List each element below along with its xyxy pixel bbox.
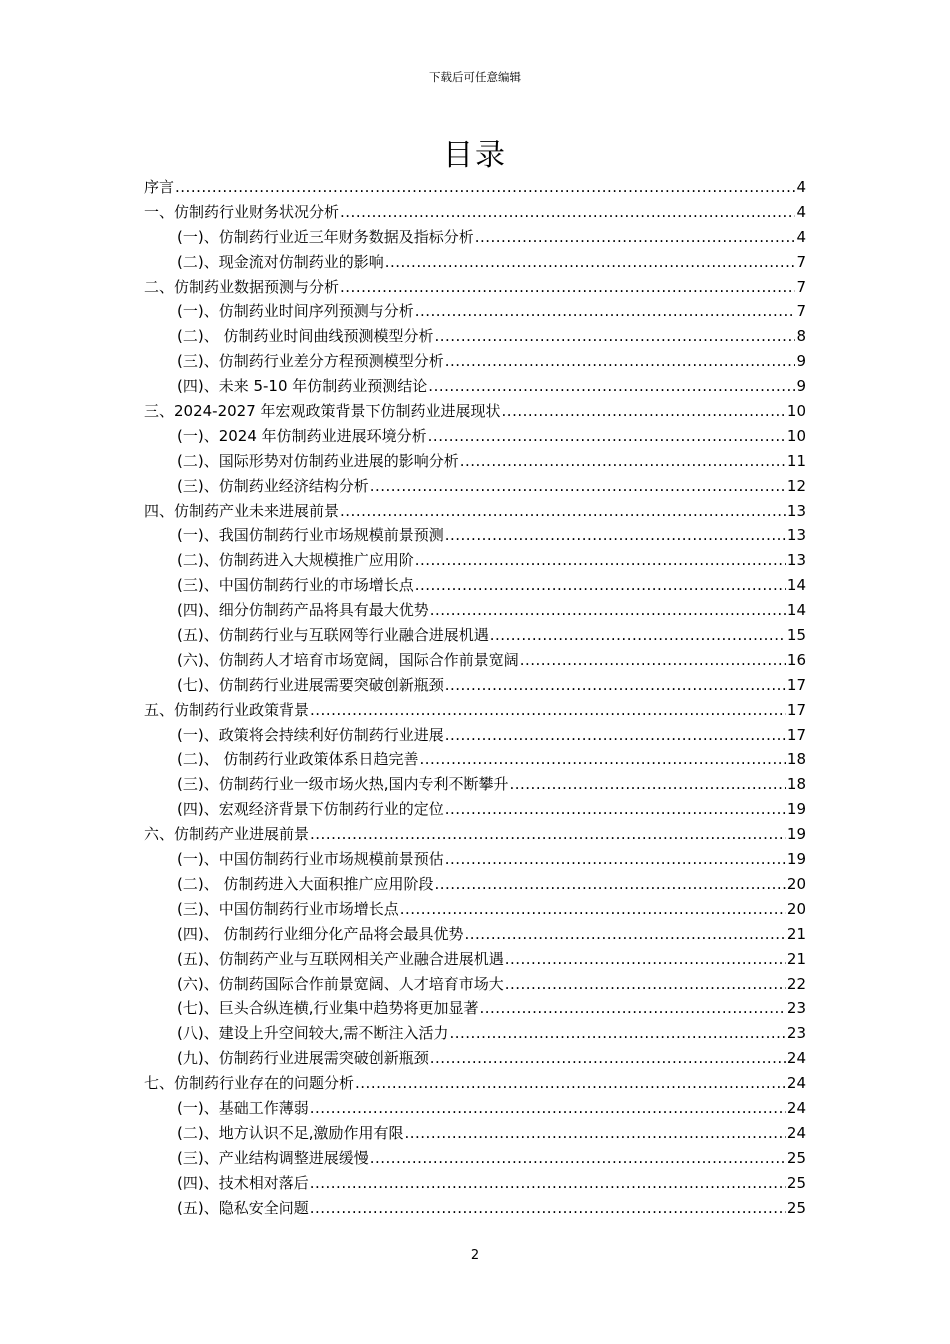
toc-entry-label: (五)、仿制药行业与互联网等行业融合进展机遇	[177, 626, 489, 645]
toc-entry-label: 三、2024-2027 年宏观政策背景下仿制药业进展现状	[144, 402, 501, 421]
toc-entry[interactable]	[144, 623, 806, 648]
toc-leader-dots	[434, 872, 785, 897]
toc-entry[interactable]	[144, 523, 806, 548]
toc-entry-page: 18	[786, 775, 806, 794]
toc-entry-page: 22	[786, 974, 806, 993]
toc-title: 目录	[443, 138, 507, 173]
toc-entry[interactable]	[144, 225, 806, 250]
toc-entry[interactable]	[144, 897, 806, 922]
toc-entry[interactable]	[144, 772, 806, 797]
toc-entry-page: 16	[786, 650, 806, 669]
toc-entry-page: 11	[786, 451, 806, 470]
toc-entry-label: 一、仿制药行业财务状况分析	[144, 202, 340, 221]
page-header: 下载后可任意编辑	[429, 70, 521, 84]
toc-entry-page: 9	[796, 377, 806, 396]
toc-leader-dots	[445, 723, 786, 748]
toc-leader-dots	[385, 250, 796, 275]
toc-entry[interactable]	[144, 1046, 806, 1071]
toc-leader-dots	[340, 200, 795, 225]
toc-leader-dots	[340, 275, 795, 300]
toc-entry-label: (一)、2024 年仿制药业进展环境分析	[177, 426, 427, 445]
toc-leader-dots	[175, 175, 795, 200]
toc-leader-dots	[428, 374, 795, 399]
toc-entry-label: 二、仿制药业数据预测与分析	[144, 277, 340, 296]
toc-entry-page: 12	[786, 476, 806, 495]
toc-entry-label: (四)、宏观经济背景下仿制药行业的定位	[177, 800, 444, 819]
toc-entry-page: 7	[796, 302, 806, 321]
toc-entry-label: (一)、我国仿制药行业市场规模前景预测	[177, 526, 444, 545]
toc-leader-dots	[370, 474, 786, 499]
toc-leader-dots	[430, 598, 786, 623]
toc-entry-label: (一)、基础工作薄弱	[177, 1098, 309, 1117]
toc-entry[interactable]	[144, 349, 806, 374]
toc-entry-page: 23	[786, 1024, 806, 1043]
toc-entry-page: 14	[786, 601, 806, 620]
toc-entry-page: 19	[786, 825, 806, 844]
toc-entry-page: 20	[786, 874, 806, 893]
page-number: 2	[470, 1248, 480, 1263]
toc-leader-dots	[449, 1021, 785, 1046]
toc-entry-label: (六)、仿制药国际合作前景宽阔、人才培育市场大	[177, 974, 504, 993]
toc-leader-dots	[310, 822, 786, 847]
toc-entry-label: (二)、 仿制药行业政策体系日趋完善	[177, 750, 419, 769]
toc-entry-page: 13	[786, 526, 806, 545]
toc-entry-label: (八)、建设上升空间较大,需不断注入活力	[177, 1024, 449, 1043]
toc-entry[interactable]	[144, 573, 806, 598]
toc-leader-dots	[310, 1196, 786, 1221]
toc-leader-dots	[415, 573, 786, 598]
toc-entry-label: (四)、细分仿制药产品将具有最大优势	[177, 601, 429, 620]
toc-entry-page: 24	[786, 1123, 806, 1142]
toc-entry[interactable]	[144, 175, 806, 200]
toc-entry-page: 21	[786, 924, 806, 943]
toc-entry-label: (三)、仿制药业经济结构分析	[177, 476, 369, 495]
toc-entry[interactable]	[144, 474, 806, 499]
toc-entry-page: 13	[786, 501, 806, 520]
toc-leader-dots	[430, 1046, 786, 1071]
toc-entry-label: (二)、现金流对仿制药业的影响	[177, 252, 384, 271]
toc-entry-label: 七、仿制药行业存在的问题分析	[144, 1074, 355, 1093]
toc-entry-page: 4	[796, 178, 806, 196]
toc-entry[interactable]	[144, 847, 806, 872]
toc-entry-page: 4	[796, 202, 806, 221]
toc-entry[interactable]	[144, 996, 806, 1021]
toc-entry-label: (二)、国际形势对仿制药业进展的影响分析	[177, 451, 459, 470]
toc-entry-page: 17	[786, 675, 806, 694]
toc-entry-label: (二)、 仿制药业时间曲线预测模型分析	[177, 327, 434, 346]
table-of-contents	[144, 175, 806, 1220]
toc-entry[interactable]	[144, 324, 806, 349]
toc-entry[interactable]	[144, 723, 806, 748]
toc-entry-label: (三)、中国仿制药行业的市场增长点	[177, 576, 414, 595]
toc-entry-page: 10	[786, 402, 806, 421]
toc-entry[interactable]	[144, 947, 806, 972]
toc-leader-dots	[445, 349, 796, 374]
toc-entry-page: 7	[796, 252, 806, 271]
toc-entry-page: 25	[786, 1198, 806, 1217]
toc-leader-dots	[445, 673, 786, 698]
toc-leader-dots	[509, 772, 785, 797]
toc-entry-label: (三)、中国仿制药行业市场增长点	[177, 899, 399, 918]
toc-entry-label: (三)、仿制药行业差分方程预测模型分析	[177, 352, 444, 371]
toc-entry[interactable]	[144, 872, 806, 897]
toc-entry-label: (一)、仿制药行业近三年财务数据及指标分析	[177, 227, 474, 246]
toc-entry-label: (七)、仿制药行业进展需要突破创新瓶颈	[177, 675, 444, 694]
toc-entry[interactable]	[144, 648, 806, 673]
toc-leader-dots	[475, 225, 796, 250]
toc-entry-label: (九)、仿制药行业进展需突破创新瓶颈	[177, 1049, 429, 1068]
toc-entry-label: (三)、仿制药行业一级市场火热,国内专利不断攀升	[177, 775, 509, 794]
toc-entry-label: (一)、政策将会持续利好仿制药行业进展	[177, 725, 444, 744]
toc-entry[interactable]	[144, 548, 806, 573]
toc-entry[interactable]	[144, 1021, 806, 1046]
toc-entry[interactable]	[144, 449, 806, 474]
toc-entry[interactable]	[144, 1096, 806, 1121]
toc-leader-dots	[445, 797, 786, 822]
toc-leader-dots	[460, 449, 786, 474]
toc-entry[interactable]	[144, 698, 806, 723]
toc-entry[interactable]	[144, 822, 806, 847]
toc-entry-label: 序言	[144, 178, 175, 196]
toc-entry[interactable]	[144, 374, 806, 399]
toc-leader-dots	[355, 1071, 786, 1096]
toc-entry[interactable]	[144, 299, 806, 324]
toc-leader-dots	[428, 424, 786, 449]
toc-entry-page: 19	[786, 850, 806, 869]
toc-entry[interactable]	[144, 200, 806, 225]
toc-entry-page: 20	[786, 899, 806, 918]
toc-entry[interactable]	[144, 1146, 806, 1171]
toc-entry-page: 25	[786, 1148, 806, 1167]
toc-entry-page: 8	[796, 327, 806, 346]
toc-entry-label: 四、仿制药产业未来进展前景	[144, 501, 340, 520]
toc-leader-dots	[415, 548, 786, 573]
toc-entry[interactable]	[144, 972, 806, 997]
toc-entry-page: 24	[786, 1098, 806, 1117]
toc-entry-label: (七)、巨头合纵连横,行业集中趋势将更加显著	[177, 999, 479, 1018]
toc-entry-page: 18	[786, 750, 806, 769]
toc-entry[interactable]	[144, 1171, 806, 1196]
toc-entry-page: 24	[786, 1049, 806, 1068]
toc-entry[interactable]	[144, 275, 806, 300]
toc-entry-page: 24	[786, 1074, 806, 1093]
toc-leader-dots	[445, 847, 786, 872]
toc-entry-page: 25	[786, 1173, 806, 1192]
toc-entry[interactable]	[144, 1071, 806, 1096]
toc-entry-label: (二)、地方认识不足,激励作用有限	[177, 1123, 404, 1142]
toc-entry-label: (五)、隐私安全问题	[177, 1198, 309, 1217]
toc-leader-dots	[310, 1096, 786, 1121]
toc-entry-page: 23	[786, 999, 806, 1018]
toc-entry[interactable]	[144, 673, 806, 698]
toc-entry-page: 13	[786, 551, 806, 570]
toc-leader-dots	[400, 897, 786, 922]
toc-leader-dots	[404, 1121, 785, 1146]
toc-entry[interactable]	[144, 1121, 806, 1146]
toc-leader-dots	[520, 648, 786, 673]
toc-entry-page: 4	[796, 227, 806, 246]
toc-leader-dots	[490, 623, 786, 648]
toc-leader-dots	[419, 747, 785, 772]
toc-entry-label: (一)、仿制药业时间序列预测与分析	[177, 302, 414, 321]
toc-entry[interactable]	[144, 424, 806, 449]
toc-entry-label: (五)、仿制药产业与互联网相关产业融合进展机遇	[177, 949, 504, 968]
toc-leader-dots	[340, 499, 786, 524]
toc-entry-label: 六、仿制药产业进展前景	[144, 825, 310, 844]
toc-entry[interactable]	[144, 399, 806, 424]
toc-entry-label: 五、仿制药行业政策背景	[144, 700, 310, 719]
toc-leader-dots	[415, 299, 796, 324]
toc-entry-page: 21	[786, 949, 806, 968]
toc-leader-dots	[370, 1146, 786, 1171]
toc-entry-label: (四)、 仿制药行业细分化产品将会最具优势	[177, 924, 464, 943]
toc-leader-dots	[310, 1171, 786, 1196]
toc-entry[interactable]	[144, 797, 806, 822]
toc-leader-dots	[445, 523, 786, 548]
toc-entry-page: 19	[786, 800, 806, 819]
toc-entry-label: (一)、中国仿制药行业市场规模前景预估	[177, 850, 444, 869]
toc-entry[interactable]	[144, 598, 806, 623]
toc-entry-page: 17	[786, 725, 806, 744]
toc-entry-label: (二)、 仿制药进入大面积推广应用阶段	[177, 874, 434, 893]
toc-entry[interactable]	[144, 499, 806, 524]
toc-entry-label: (四)、技术相对落后	[177, 1173, 309, 1192]
toc-entry-page: 9	[796, 352, 806, 371]
toc-entry[interactable]	[144, 1196, 806, 1221]
toc-entry-page: 15	[786, 626, 806, 645]
toc-entry[interactable]	[144, 747, 806, 772]
toc-entry[interactable]	[144, 250, 806, 275]
toc-entry-label: (四)、未来 5-10 年仿制药业预测结论	[177, 377, 428, 396]
toc-entry[interactable]	[144, 922, 806, 947]
toc-leader-dots	[464, 922, 785, 947]
toc-leader-dots	[434, 324, 795, 349]
toc-entry-page: 7	[796, 277, 806, 296]
toc-entry-label: (二)、仿制药进入大规模推广应用阶	[177, 551, 414, 570]
toc-entry-page: 17	[786, 700, 806, 719]
toc-entry-page: 14	[786, 576, 806, 595]
toc-leader-dots	[505, 972, 786, 997]
toc-leader-dots	[310, 698, 786, 723]
toc-entry-label: (六)、仿制药人才培育市场宽阔，国际合作前景宽阔	[177, 650, 519, 669]
toc-entry-label: (三)、产业结构调整进展缓慢	[177, 1148, 369, 1167]
toc-leader-dots	[502, 399, 786, 424]
toc-entry-page: 10	[786, 426, 806, 445]
toc-leader-dots	[479, 996, 785, 1021]
toc-leader-dots	[505, 947, 786, 972]
